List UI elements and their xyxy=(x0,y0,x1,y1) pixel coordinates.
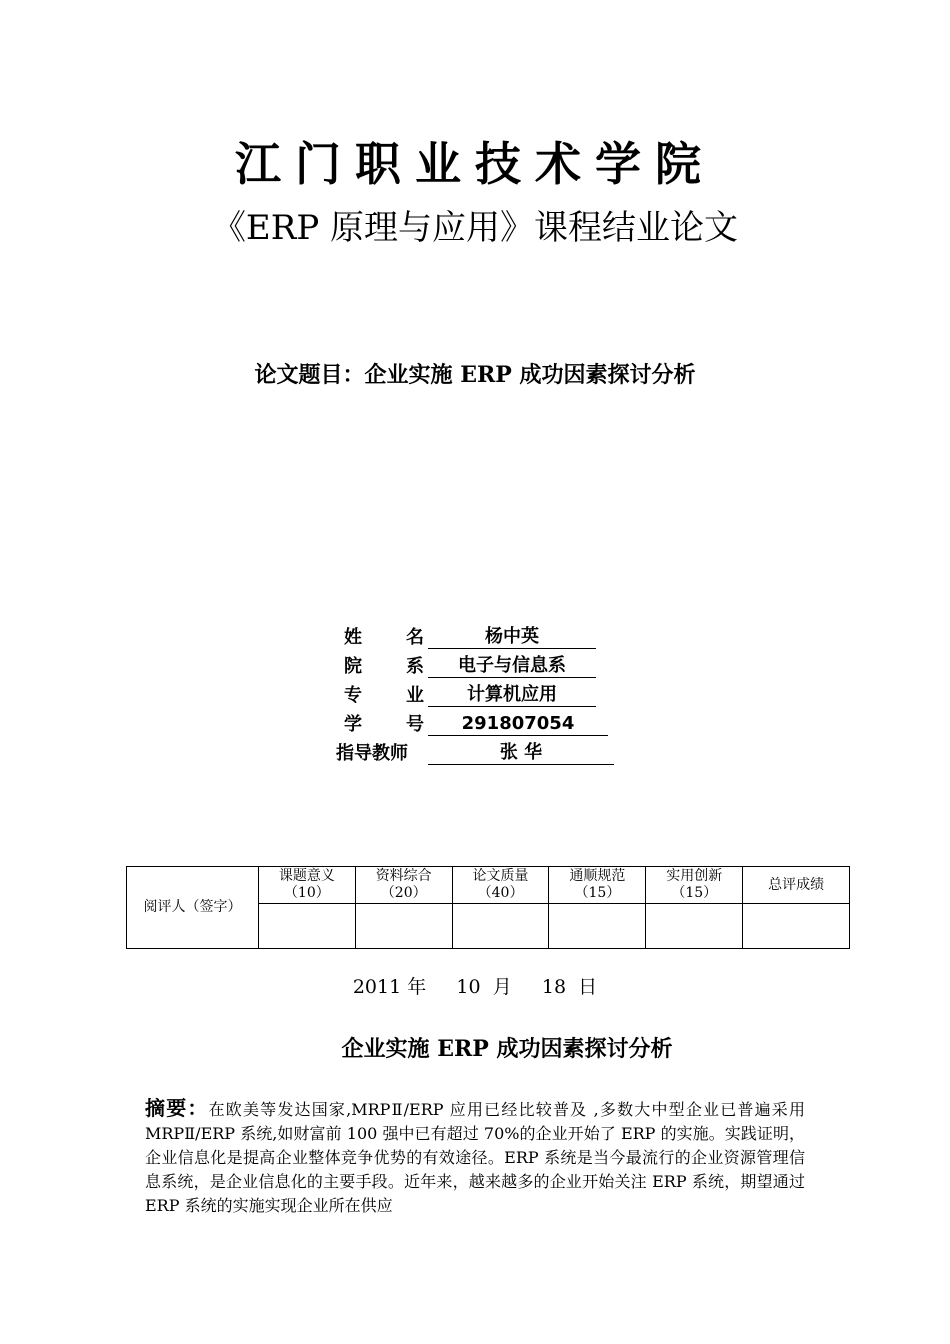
criterion-header: 课题意义 （10） xyxy=(258,867,355,904)
grading-header-row xyxy=(127,867,850,904)
info-label: 指导教师 xyxy=(336,743,408,764)
info-label: 专 业 xyxy=(344,685,424,706)
info-label: 院 系 xyxy=(344,656,424,677)
info-row-major xyxy=(336,678,614,707)
school-name: 江门职业技术学院 xyxy=(235,137,715,191)
score-cell xyxy=(646,904,743,949)
abstract-label: 摘要： xyxy=(145,1096,209,1120)
criterion-header: 论文质量 （40） xyxy=(452,867,549,904)
score-cell xyxy=(258,904,355,949)
total-header: 总评成绩 xyxy=(743,867,850,904)
criterion-header: 通顺规范 （15） xyxy=(549,867,646,904)
reviewer-cell: 阅评人（签字） xyxy=(127,867,259,949)
paper-title: 企业实施 ERP 成功因素探讨分析 xyxy=(341,1036,673,1062)
score-cell xyxy=(355,904,452,949)
grading-table xyxy=(126,866,850,949)
info-value-name: 杨中英 xyxy=(428,626,596,649)
date: 2011 年 10 月 18 日 xyxy=(352,976,598,998)
thesis-topic xyxy=(0,358,950,389)
score-cell xyxy=(549,904,646,949)
info-value-department: 电子与信息系 xyxy=(428,655,596,678)
info-row-name xyxy=(336,620,614,649)
abstract xyxy=(145,1096,805,1218)
criterion-header: 资料综合 （20） xyxy=(355,867,452,904)
info-row-department xyxy=(336,649,614,678)
info-value-major: 计算机应用 xyxy=(428,684,596,707)
score-cell xyxy=(743,904,850,949)
score-cell xyxy=(452,904,549,949)
criterion-header: 实用创新 （15） xyxy=(646,867,743,904)
info-value-student-id: 291807054 xyxy=(428,713,608,736)
info-row-advisor xyxy=(336,736,614,765)
course-title: 《ERP 原理与应用》课程结业论文 xyxy=(211,208,739,248)
topic-title: 企业实施 ERP 成功因素探讨分析 xyxy=(364,362,696,388)
info-label: 学 号 xyxy=(344,714,424,735)
student-info xyxy=(336,620,614,765)
info-label: 姓 名 xyxy=(344,627,424,648)
info-value-advisor: 张 华 xyxy=(428,742,614,765)
info-row-student-id xyxy=(336,707,614,736)
topic-label: 论文题目： xyxy=(254,362,365,388)
abstract-text: 在欧美等发达国家,MRPⅡ/ERP 应用已经比较普及 ,多数大中型企业已普遍采用 MRPⅡ/ERP 系统,如财富前 100 强中已有超过 70%的企业开始了 ERP 的实施。实践证明，企业信息化是提高企业整体竞争优势的有效途径。ERP 系统是当今最流行的企业资源管理信息系统，是企业信息化的主要手段。近年来，越来越多的企业开始关注 ERP 系统，期望通过 ERP 系统的实施实现企业所在供应 xyxy=(145,1100,805,1215)
